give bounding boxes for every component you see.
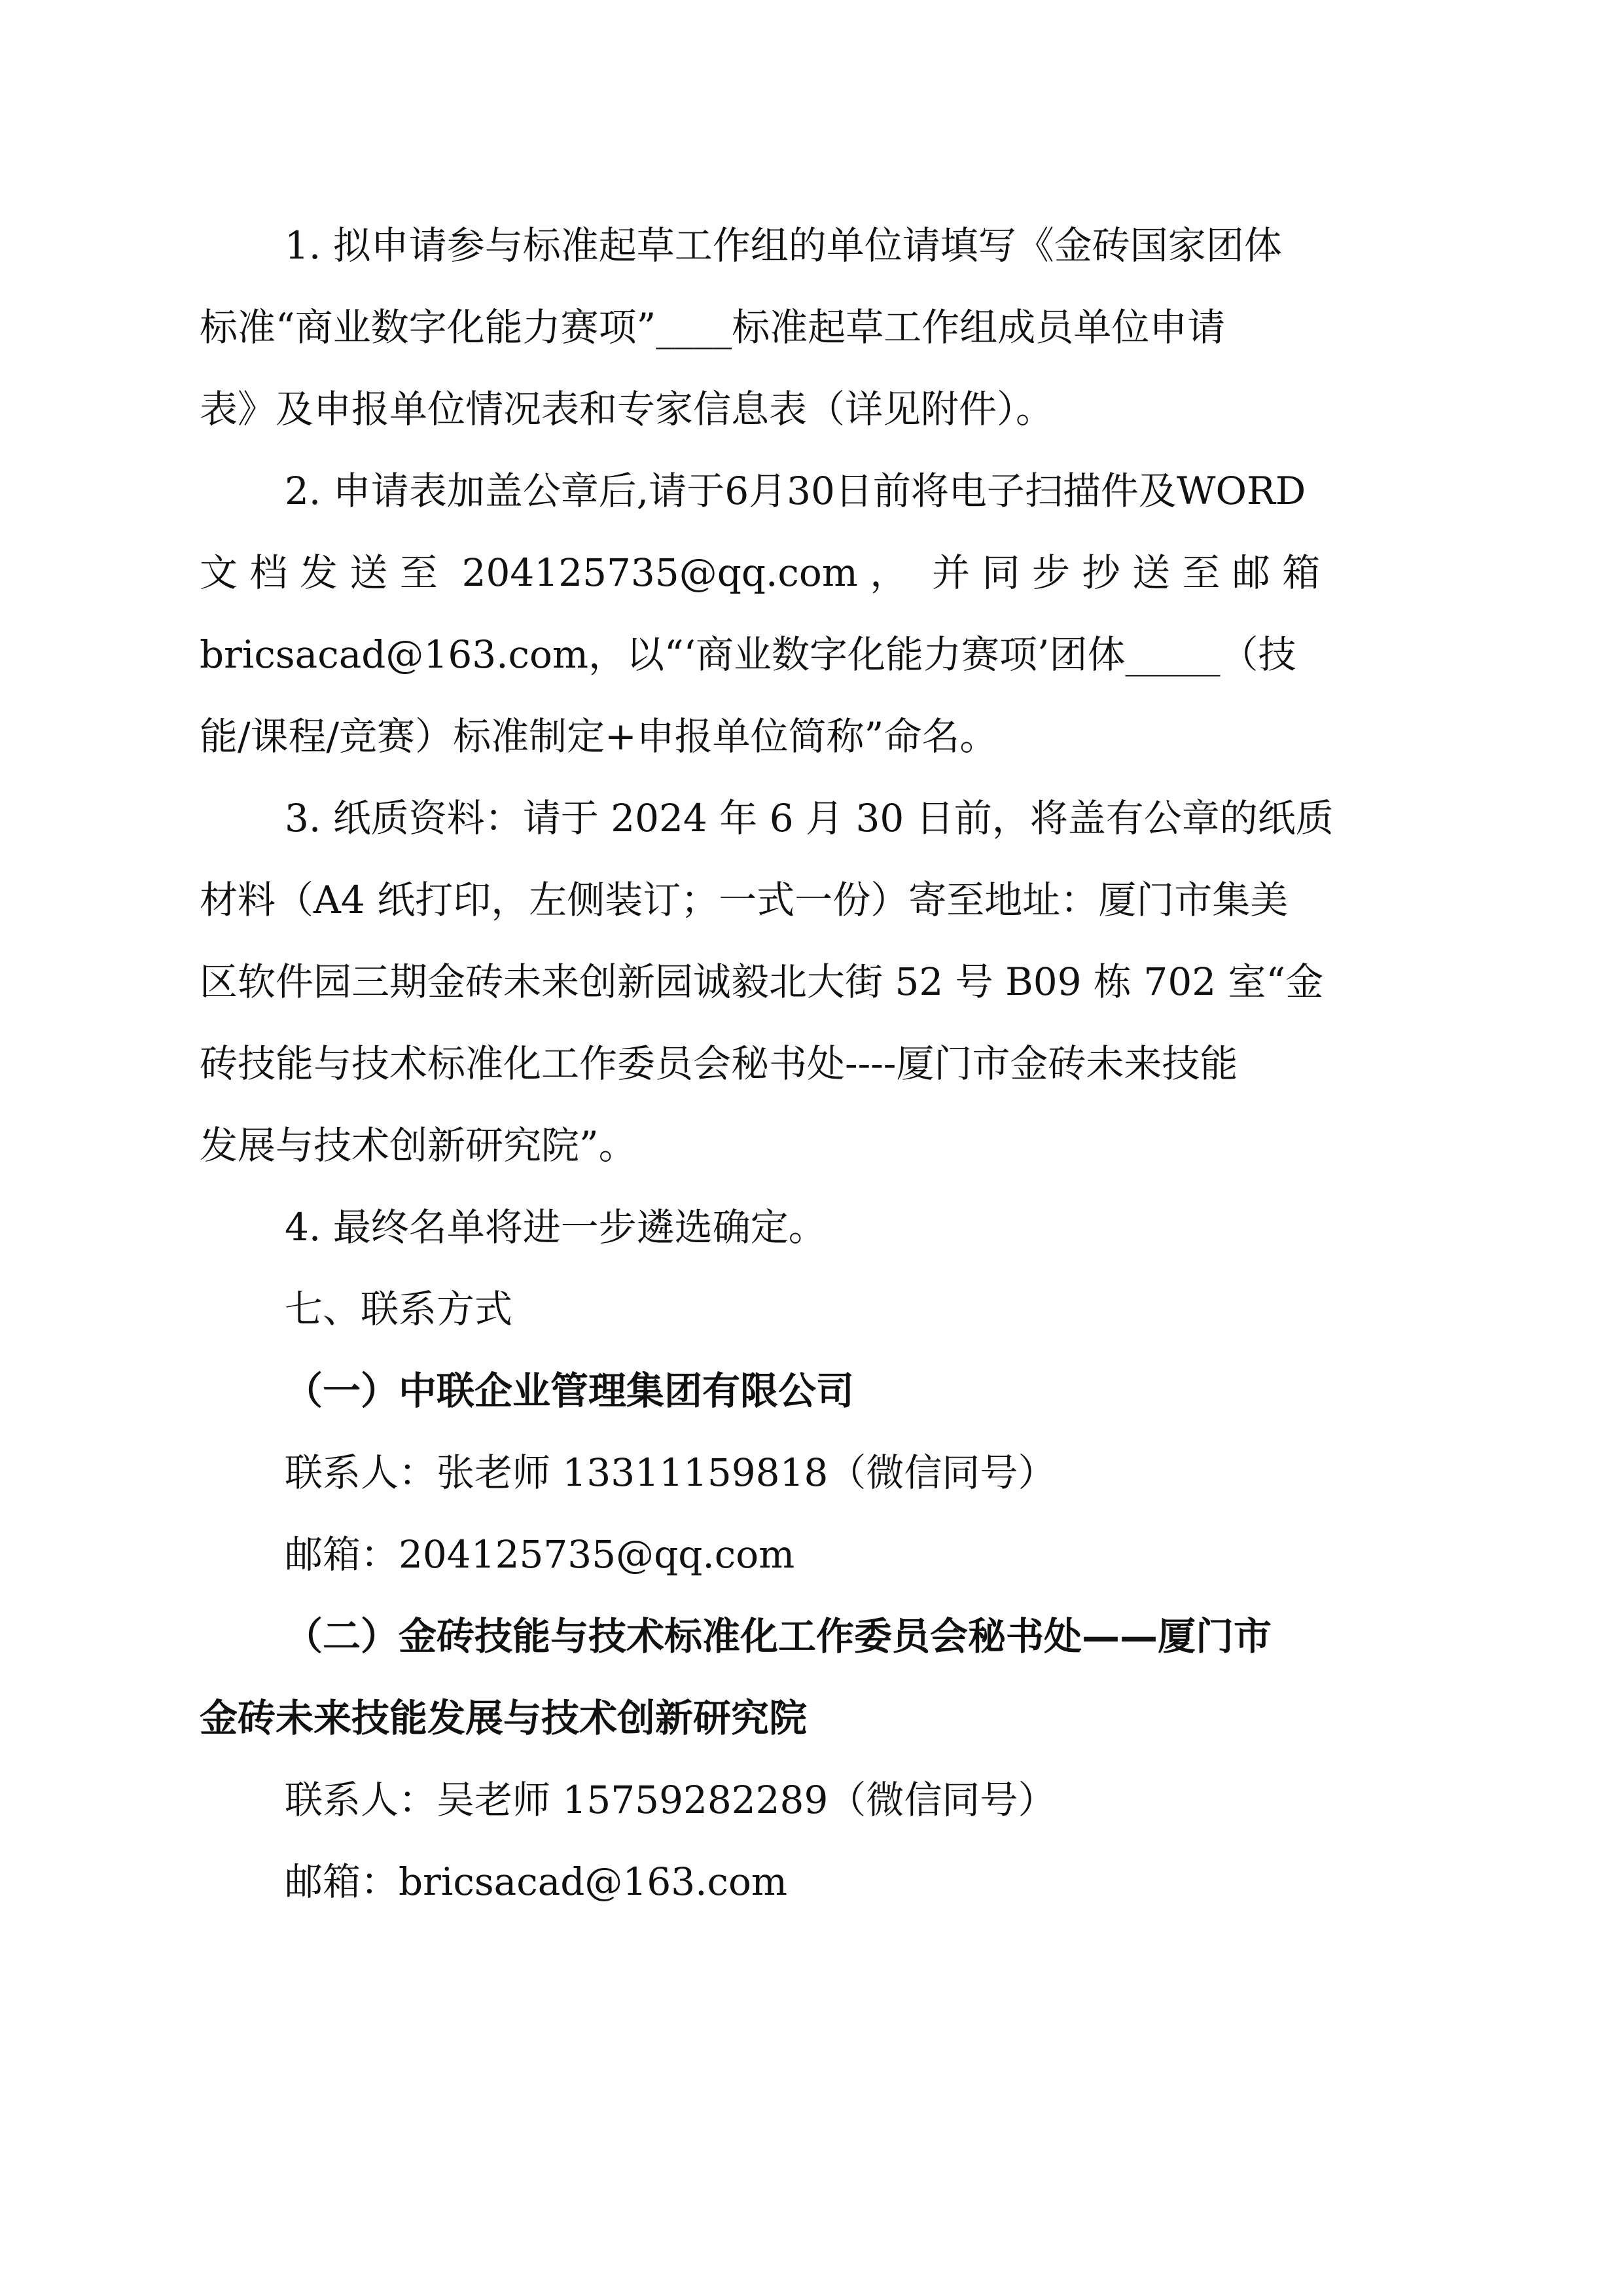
item1-line3: 表》及申报单位情况表和专家信息表（详见附件）。 (200, 387, 1054, 431)
org2-title-line1: （二）金砖技能与技术标准化工作委员会秘书处——厦门市 (285, 1614, 1272, 1659)
org2-title-line2: 金砖未来技能发展与技术创新研究院 (200, 1696, 808, 1740)
org1-email: 邮箱：204125735@qq.com (285, 1532, 795, 1577)
item1-line1: 1. 拟申请参与标准起草工作组的单位请填写《金砖国家团体 (285, 223, 1282, 268)
item1-line2: 标准“商业数字化能力赛项”____标准起草工作组成员单位申请 (200, 305, 1226, 350)
item3-line4: 砖技能与技术标准化工作委员会秘书处----厦门市金砖未来技能 (200, 1041, 1238, 1086)
item4-line1: 4. 最终名单将进一步遴选确定。 (285, 1205, 827, 1249)
item3-line2: 材料（A4 纸打印，左侧装订；一式一份）寄至地址：厦门市集美 (200, 878, 1289, 922)
contact-heading: 七、联系方式 (285, 1287, 513, 1331)
item2-line2: 文 档 发 送 至 204125735@qq.com ， 并 同 步 抄 送 至 邮 箱 (200, 550, 1321, 595)
item2-line1: 2. 申请表加盖公章后,请于6月30日前将电子扫描件及WORD (285, 469, 1306, 513)
org1-contact-person: 联系人：张老师 13311159818（微信同号） (285, 1450, 1056, 1495)
item3-line1: 3. 纸质资料：请于 2024 年 6 月 30 日前，将盖有公章的纸质 (285, 796, 1334, 840)
org2-contact-person: 联系人：吴老师 15759282289（微信同号） (285, 1778, 1056, 1822)
item2-line4: 能/课程/竞赛）标准制定+申报单位简称”命名。 (200, 714, 998, 759)
org1-title: （一）中联企业管理集团有限公司 (285, 1369, 855, 1413)
item3-line3: 区软件园三期金砖未来创新园诚毅北大街 52 号 B09 栋 702 室“金 (200, 960, 1324, 1004)
item3-line5: 发展与技术创新研究院”。 (200, 1123, 637, 1168)
org2-email: 邮箱：bricsacad@163.com (285, 1859, 787, 1904)
item2-line3: bricsacad@163.com，以“‘商业数字化能力赛项’团体_____（技 (200, 632, 1296, 677)
